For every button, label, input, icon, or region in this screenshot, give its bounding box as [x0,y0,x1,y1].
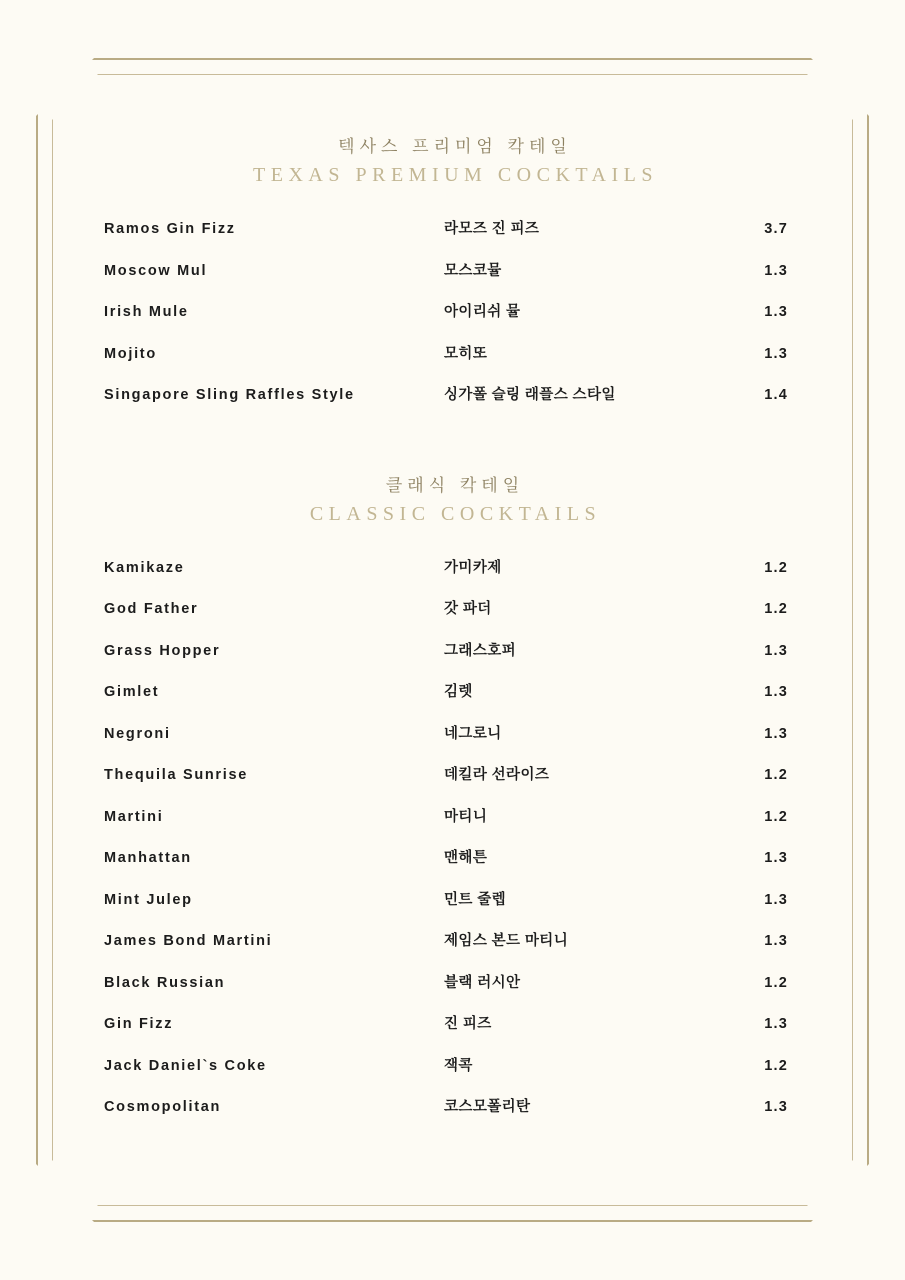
menu-item-row [104,929,801,971]
menu-item-row [104,556,801,598]
item-name-english: Cosmopolitan [104,1099,222,1115]
item-price: 1.2 [764,808,788,825]
section-title-korean: 텍사스 프리미엄 칵테일 [338,137,572,156]
menu-item-row [104,300,801,342]
menu-item-row [104,722,801,764]
menu-item-row [104,846,801,888]
item-name-korean: 모히또 [444,345,488,362]
item-name-korean: 민트 줄렙 [444,891,507,908]
item-name-korean: 김렛 [444,684,473,700]
item-name-korean: 갓 파더 [444,601,492,617]
item-name-english: Jack Daniel`s Coke [104,1057,267,1074]
item-name-english: Mojito [104,345,157,362]
item-price: 1.3 [764,684,788,700]
section-title-english: CLASSIC COCKTAILS [309,502,602,525]
item-name-korean: 모스코뮬 [444,262,502,279]
item-name-english: Gimlet [104,684,160,700]
item-name-english: God Father [104,601,199,617]
item-name-english: Moscow Mul [104,262,208,279]
section-header [104,471,801,526]
item-name-english: Kamikaze [104,559,185,576]
item-name-korean: 라모즈 진 피즈 [444,221,540,237]
item-name-english: Grass Hopper [104,642,221,659]
item-name-english: Martini [104,808,164,825]
item-name-korean: 싱가폴 슬링 래플스 스타일 [444,387,616,403]
item-price: 1.3 [764,933,788,949]
item-name-english: Singapore Sling Raffles Style [104,387,355,403]
item-name-korean: 맨해튼 [444,850,488,866]
item-price: 1.3 [764,850,788,866]
menu-item-row [104,1095,801,1137]
menu-item-row [104,639,801,681]
item-name-english: Irish Mule [104,304,189,320]
menu-item-row [104,805,801,847]
menu-item-row [104,1012,801,1054]
item-name-korean: 아이리쉬 뮬 [444,304,521,320]
menu-item-row [104,217,801,259]
item-name-english: Thequila Sunrise [104,767,249,783]
item-price: 1.2 [764,974,788,991]
item-name-english: Black Russian [104,974,226,991]
section-title-english: TEXAS PREMIUM COCKTAILS [253,164,658,186]
menu-section-classic-cocktails [104,471,801,1137]
item-price: 1.3 [764,642,788,659]
item-name-korean: 네그로니 [444,725,502,742]
item-name-english: Ramos Gin Fizz [104,221,236,237]
menu-item-list [104,217,801,425]
item-name-korean: 마티니 [444,808,488,825]
section-title-korean: 클래식 칵테일 [385,475,525,495]
item-price: 1.3 [764,304,788,320]
item-price: 1.3 [764,891,788,908]
menu-item-row [104,1054,801,1096]
item-name-korean: 진 피즈 [444,1016,492,1032]
item-price: 1.2 [764,767,788,783]
menu-section-texas-premium-cocktails [104,132,801,425]
item-price: 1.2 [764,1057,788,1074]
item-price: 1.3 [764,345,788,362]
item-name-english: James Bond Martini [104,933,273,949]
menu-item-row [104,597,801,639]
item-name-korean: 제임스 본드 마티니 [444,933,569,949]
item-name-english: Negroni [104,725,171,742]
menu-item-row [104,259,801,301]
item-price: 1.3 [764,725,788,742]
item-name-korean: 블랙 러시안 [444,974,521,991]
item-name-english: Manhattan [104,850,192,866]
item-name-korean: 데킬라 선라이즈 [444,767,550,783]
menu-item-row [104,342,801,384]
menu-item-row [104,680,801,722]
item-price: 1.3 [764,262,788,279]
item-price: 1.3 [764,1099,788,1115]
section-header [104,132,801,187]
item-name-korean: 가미카제 [444,559,502,576]
item-price: 1.2 [764,601,788,617]
item-name-english: Gin Fizz [104,1016,174,1032]
item-name-korean: 코스모폴리탄 [444,1099,531,1115]
menu-item-list [104,556,801,1137]
item-price: 3.7 [764,221,788,237]
item-name-english: Mint Julep [104,891,193,908]
menu-item-row [104,383,801,425]
menu-item-row [104,888,801,930]
menu-item-row [104,763,801,805]
item-price: 1.2 [764,559,788,576]
item-price: 1.4 [764,387,788,403]
item-name-korean: 잭콕 [444,1057,473,1074]
item-price: 1.3 [764,1016,788,1032]
menu-item-row [104,971,801,1013]
item-name-korean: 그래스호퍼 [444,642,517,659]
